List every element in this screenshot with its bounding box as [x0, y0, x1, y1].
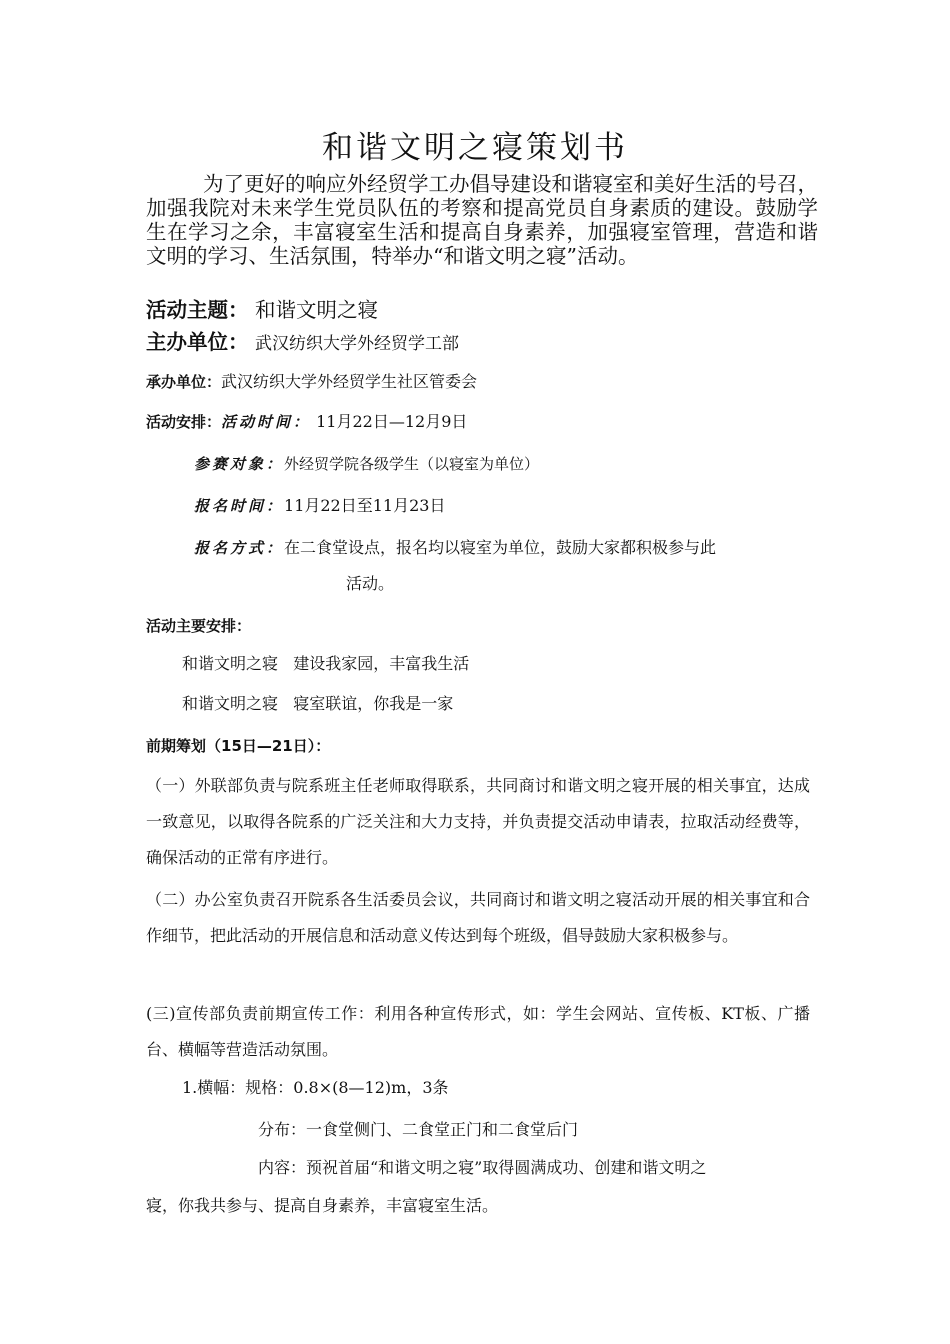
slogan-1: 和谐文明之寝 建设我家园，丰富我生活: [182, 654, 470, 673]
banner-distribution: 分布：一食堂侧门、二食堂正门和二食堂后门: [258, 1120, 579, 1139]
document-title: 和谐文明之寝策划书: [322, 130, 628, 166]
target-row: [194, 452, 539, 476]
planning-row: [146, 734, 330, 758]
target-value: 外经贸学院各级学生（以寝室为单位）: [284, 455, 540, 473]
theme-row: [146, 296, 378, 324]
slogan-2: 和谐文明之寝 寝室联谊，你我是一家: [182, 694, 454, 713]
theme-label: 活动主题: [146, 298, 228, 322]
signup-method-cont: 活动。: [346, 574, 395, 593]
banner-content-line1: 内容：预祝首届“和谐文明之寝”取得圆满成功、创建和谐文明之: [258, 1158, 707, 1177]
activity-time-label: 活动时间：: [221, 413, 312, 431]
signup-time-row: [194, 494, 445, 518]
host-row: [146, 328, 459, 358]
host-colon: ：: [228, 330, 249, 354]
planning-paragraph-3: (三)宣传部负责前期宣传工作：利用各种宣传形式，如：学生会网站、宣传板、KT板、广播台、横幅等营造活动氛围。: [146, 1004, 810, 1059]
theme-value: 和谐文明之寝: [255, 298, 379, 322]
arrangement-label: 活动安排：: [146, 413, 222, 431]
banner-content-line2: 寝，你我共参与、提高自身素养，丰富寝室生活。: [146, 1196, 499, 1215]
target-label: 参赛对象：: [194, 455, 285, 473]
intro-paragraph: 为了更好的响应外经贸学工办倡导建设和谐寝室和美好生活的号召，加强我院对未来学生党员队伍的考察和提高党员自身素质的建设。鼓励学生在学习之余，丰富寝室生活和提高自身素养，加强寝室管理，营造和谐文明的学习、生活氛围，特举办“和谐文明之寝”活动。: [146, 172, 818, 268]
host-value: 武汉纺织大学外经贸学工部: [255, 334, 460, 354]
organizer-row: [146, 370, 477, 394]
host-label: 主办单位: [146, 330, 228, 354]
signup-method-label: 报名方式：: [194, 539, 285, 557]
signup-method-value: 在二食堂设点，报名均以寝室为单位，鼓励大家都积极参与此: [284, 538, 717, 557]
organizer-label: 承办单位：: [146, 373, 222, 391]
main-arrangement-row: [146, 614, 251, 638]
signup-time-label: 报名时间：: [194, 497, 285, 515]
main-arrangement-label: 活动主要安排：: [146, 617, 252, 635]
signup-time-value: 11月22日至11月23日: [284, 496, 446, 515]
arrangement-row: [146, 410, 467, 434]
activity-time-value: 11月22日—12月9日: [311, 412, 468, 431]
planning-paragraph-2: （二）办公室负责召开院系各生活委员会议，共同商讨和谐文明之寝活动开展的相关事宜和合作细节，把此活动的开展信息和活动意义传达到每个班级，倡导鼓励大家积极参与。: [146, 890, 810, 945]
organizer-value: 武汉纺织大学外经贸学生社区管委会: [221, 372, 478, 391]
planning-label: 前期筹划（15日—21日）：: [146, 737, 331, 755]
theme-colon: ：: [228, 298, 249, 322]
banner-title: 1.横幅：规格：0.8×(8—12)m，3条: [182, 1078, 449, 1097]
planning-paragraph-1: （一）外联部负责与院系班主任老师取得联系，共同商讨和谐文明之寝开展的相关事宜，达成一致意见，以取得各院系的广泛关注和大力支持，并负责提交活动申请表，拉取活动经费等，确保活动的正常有序进行。: [146, 776, 810, 867]
signup-method-row: [194, 536, 716, 560]
